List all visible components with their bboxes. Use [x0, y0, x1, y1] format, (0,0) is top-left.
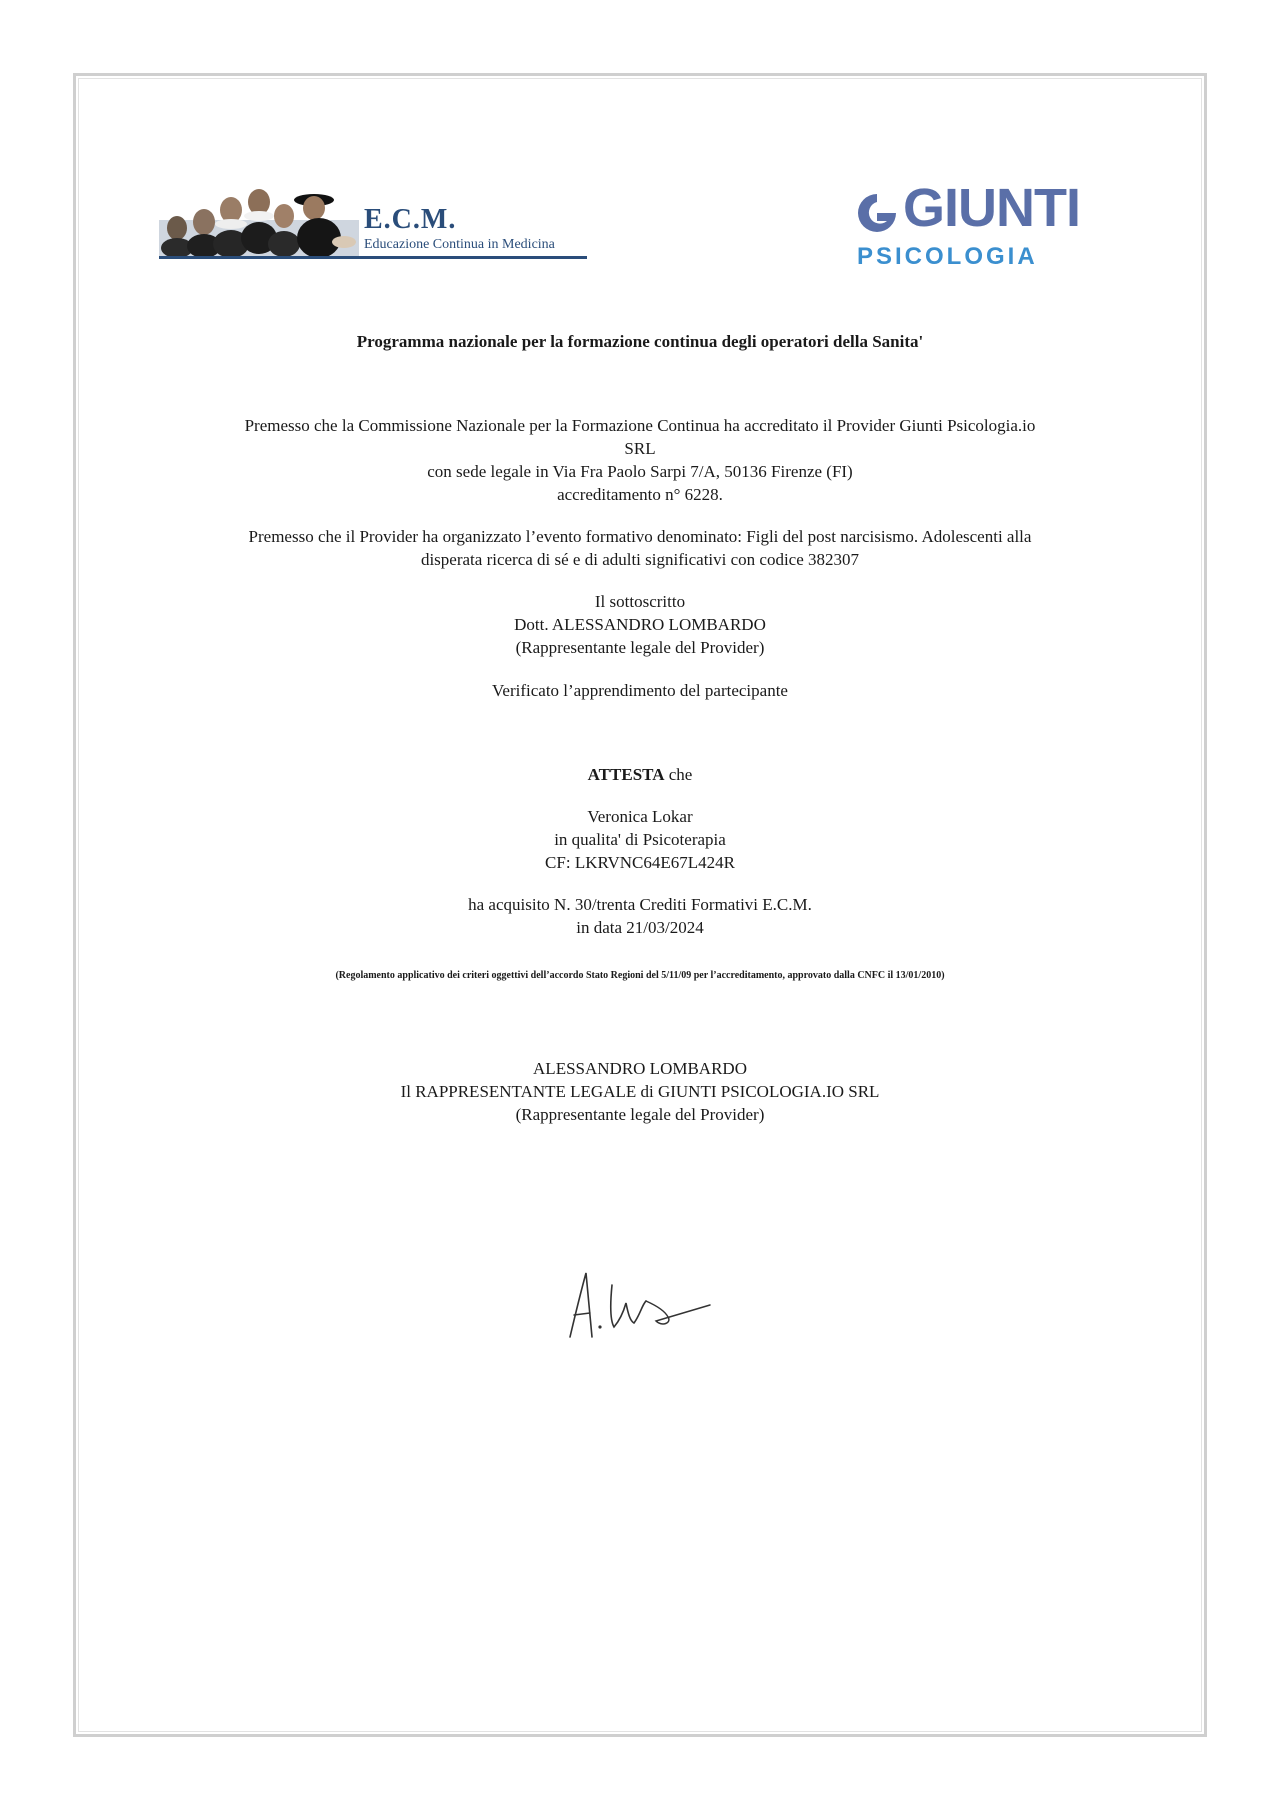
ecm-logo [159, 180, 587, 262]
giunti-name: GIUNTI [903, 178, 1080, 238]
participant-cf: CF: LKRVNC64E67L424R [545, 853, 735, 872]
handwritten-signature [560, 1265, 730, 1345]
giunti-subtitle: PSICOLOGIA [857, 243, 1038, 270]
attesta-line [140, 763, 1140, 786]
undersigned-role: (Rappresentante legale del Provider) [515, 638, 765, 657]
ecm-figures-illustration [159, 180, 359, 260]
premise2-line: disperata ricerca di sé e di adulti significativi con codice 382307 [420, 550, 860, 569]
giunti-logo [855, 178, 1110, 275]
ecm-title: E.C.M. [364, 204, 457, 235]
signatory-title: Il RAPPRESENTANTE LEGALE di GIUNTI PSICOLOGIA.IO SRL [400, 1082, 880, 1101]
signatory-name: ALESSANDRO LOMBARDO [533, 1059, 747, 1078]
signatory-role: (Rappresentante legale del Provider) [515, 1105, 765, 1124]
premise2-line: Premesso che il Provider ha organizzato l’evento formativo denominato: Figli del post narcisismo. Adolescenti alla [248, 527, 1032, 546]
premise1-line: SRL [624, 439, 656, 458]
verified-line: Verificato l’apprendimento del partecipante [492, 681, 788, 700]
premise1-line: Premesso che la Commissione Nazionale per la Formazione Continua ha accreditato il Provider Giunti Psicologia.io [244, 416, 1036, 435]
giunti-swirl-icon [855, 191, 899, 235]
ecm-underline [159, 256, 587, 259]
undersigned-line: Il sottoscritto [594, 592, 686, 611]
attesta-rest: che [664, 765, 693, 784]
credits-date: in data 21/03/2024 [576, 918, 704, 937]
credits-line: ha acquisito N. 30/trenta Crediti Formativi E.C.M. [468, 895, 812, 914]
participant-name: Veronica Lokar [587, 807, 693, 826]
premise1-line: con sede legale in Via Fra Paolo Sarpi 7/A, 50136 Firenze (FI) [427, 462, 853, 481]
attesta-bold: ATTESTA [587, 765, 665, 784]
certificate-heading: Programma nazionale per la formazione continua degli operatori della Sanita' [356, 332, 924, 351]
regulation-note: (Regolamento applicativo dei criteri oggettivi dell’accordo Stato Regioni del 5/11/09 per l’accreditamento, approvato dalla CNFC il 13/01/2010) [335, 970, 945, 981]
premise1-line: accreditamento n° 6228. [557, 485, 723, 504]
participant-role: in qualita' di Psicoterapia [554, 830, 726, 849]
ecm-subtitle: Educazione Continua in Medicina [364, 237, 555, 252]
undersigned-name: Dott. ALESSANDRO LOMBARDO [514, 615, 766, 634]
